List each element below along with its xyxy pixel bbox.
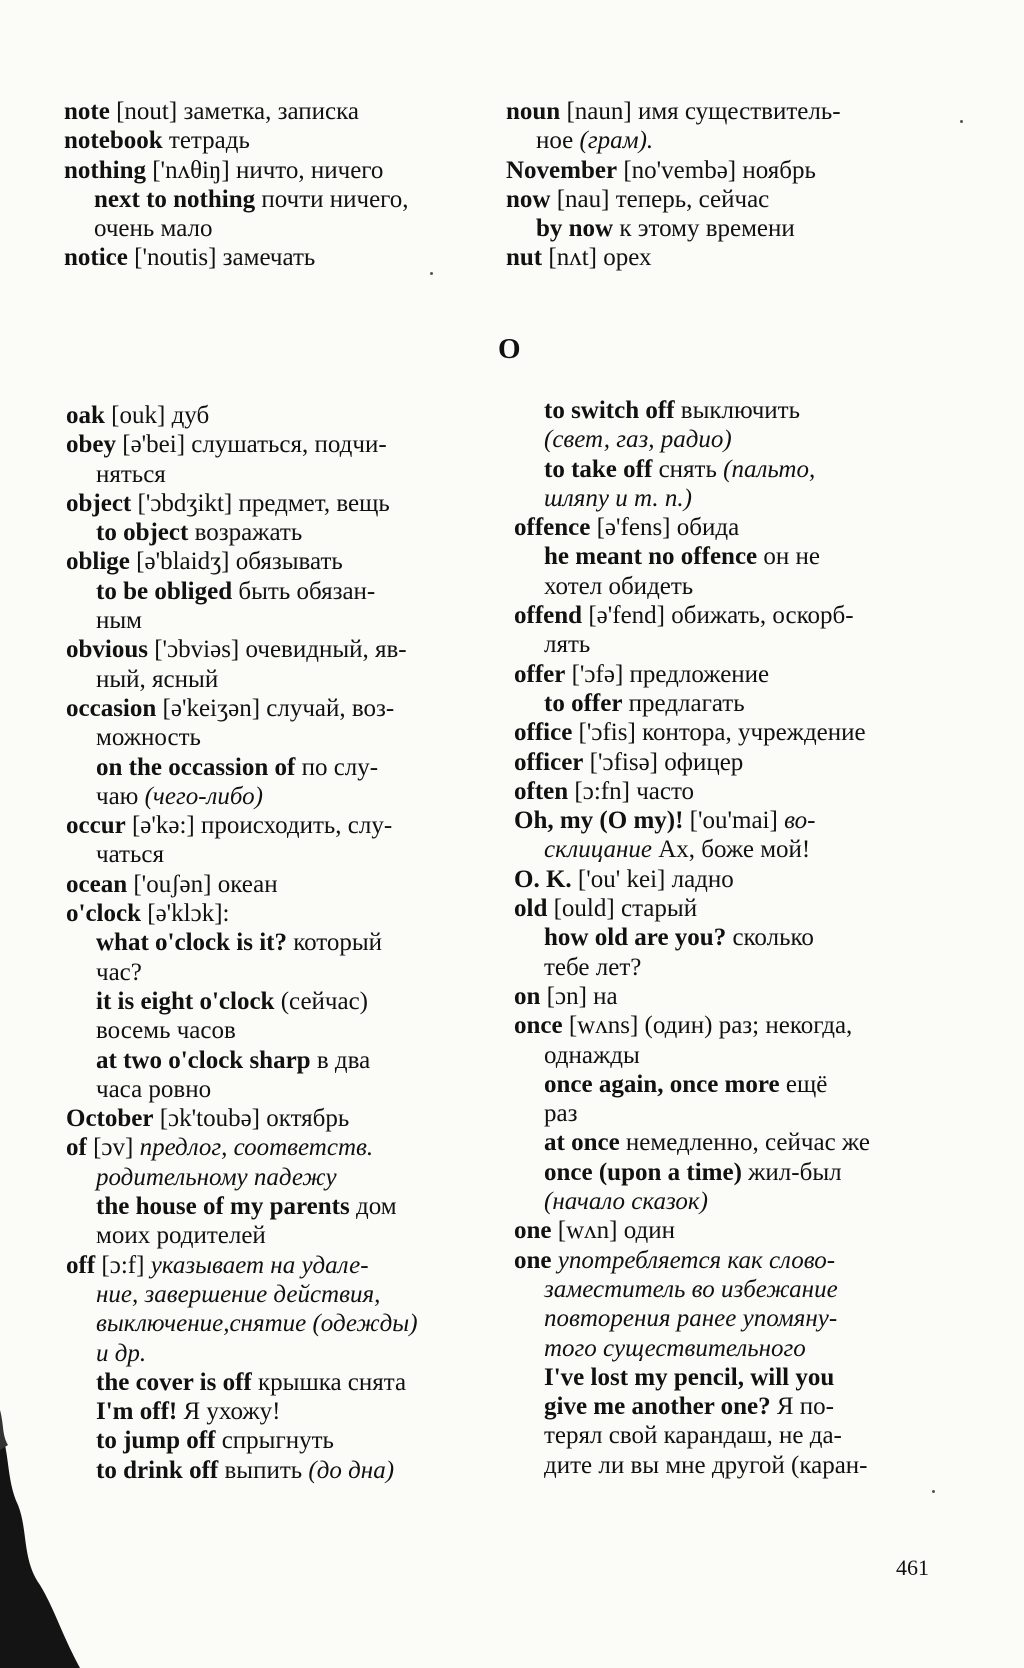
translation: час?	[96, 958, 142, 986]
headword: what o'clock is it?	[96, 929, 287, 957]
translation: который	[293, 929, 383, 957]
translation: восемь часов	[96, 1017, 236, 1045]
headword: to drink off	[96, 1456, 219, 1484]
dictionary-entry	[66, 430, 496, 459]
entry-continuation	[514, 484, 954, 513]
headword: o'clock	[66, 900, 141, 928]
headword: obvious	[66, 636, 148, 664]
transcription: ['ɔfə]	[571, 660, 624, 688]
entry-continuation	[66, 723, 496, 752]
subentry	[514, 396, 954, 425]
dictionary-entry	[66, 401, 496, 430]
entry-continuation	[66, 460, 496, 489]
dictionary-entry	[514, 806, 954, 835]
headword: old	[514, 895, 548, 923]
transcription: [ə'fens]	[596, 514, 671, 542]
headword: often	[514, 777, 569, 805]
entry-continuation	[514, 1304, 954, 1333]
dictionary-entry	[506, 156, 946, 185]
translation: к этому времени	[619, 215, 795, 243]
usage-note: (чего-либо)	[144, 782, 264, 810]
usage-note: употребляется как слово-	[557, 1246, 836, 1274]
headword: to offer	[544, 689, 623, 717]
entry-continuation	[514, 1041, 954, 1070]
dictionary-entry	[506, 243, 946, 272]
subentry	[66, 518, 496, 547]
translation: замечать	[222, 244, 316, 272]
headword: nothing	[64, 156, 146, 184]
translation: часто	[636, 777, 695, 805]
translation: тетрадь	[168, 127, 250, 155]
transcription: [ɔ:fn]	[574, 777, 630, 805]
entry-continuation	[66, 840, 496, 869]
subentry	[66, 1368, 496, 1397]
dictionary-entry	[66, 547, 496, 576]
translation: ный, ясный	[96, 665, 219, 693]
headword: by now	[536, 215, 614, 243]
column-top-left	[64, 97, 484, 273]
translation: океан	[217, 870, 278, 898]
entry-continuation	[66, 606, 496, 635]
subentry	[514, 542, 954, 571]
translation: хотел обидеть	[544, 572, 694, 600]
speck	[960, 120, 963, 123]
entry-continuation	[66, 1016, 496, 1045]
headword: I'm off!	[96, 1398, 178, 1426]
dictionary-entry	[514, 1011, 954, 1040]
headword: once (upon a time)	[544, 1158, 742, 1186]
dictionary-entry	[506, 185, 946, 214]
translation: обязывать	[235, 548, 343, 576]
headword: one	[514, 1246, 552, 1274]
dictionary-entry	[66, 1251, 496, 1280]
translation: жил-был	[748, 1158, 842, 1186]
transcription: [ɔ:f]	[101, 1251, 145, 1279]
headword: on the occassion of	[96, 753, 296, 781]
subentry	[66, 753, 496, 782]
headword: occur	[66, 812, 126, 840]
translation: обида	[676, 514, 740, 542]
column-left	[66, 401, 496, 1485]
transcription: ['nʌθiŋ]	[152, 156, 230, 184]
transcription: ['ɔbdʒikt]	[137, 489, 233, 517]
usage-note: выключение,снятие (одежды)	[96, 1310, 418, 1338]
entry-continuation	[514, 425, 954, 454]
translation: октябрь	[266, 1105, 350, 1133]
headword: off	[66, 1251, 96, 1279]
dictionary-entry	[64, 243, 484, 272]
usage-note: шляпу и т. п.)	[544, 484, 692, 512]
entry-continuation	[506, 126, 946, 155]
usage-note: повторения ранее упомяну-	[544, 1305, 838, 1333]
translation: ноябрь	[742, 156, 816, 184]
headword: Oh, my (O my)!	[514, 807, 684, 835]
entry-continuation	[66, 1221, 496, 1250]
translation: предложение	[629, 660, 770, 688]
usage-note: родительному падежу	[96, 1163, 337, 1191]
transcription: ['ou' kei]	[577, 865, 666, 893]
translation: он не	[763, 543, 821, 571]
speck	[430, 272, 433, 275]
entry-continuation	[514, 1187, 954, 1216]
translation: Я ухожу!	[183, 1398, 281, 1426]
headword: of	[66, 1134, 87, 1162]
page-stain	[0, 1410, 90, 1668]
usage-note: склицание	[544, 836, 652, 864]
translation: можность	[96, 724, 201, 752]
dictionary-entry	[66, 870, 496, 899]
transcription: ['ou'mai]	[689, 807, 778, 835]
translation: на	[593, 982, 618, 1010]
usage-note: (до дна)	[308, 1456, 395, 1484]
transcription: [ə'blaidʒ]	[136, 548, 230, 576]
usage-note: того существительного	[544, 1334, 806, 1362]
translation: очень мало	[94, 215, 213, 243]
headword: offer	[514, 660, 566, 688]
translation: моих родителей	[96, 1222, 266, 1250]
dictionary-entry	[514, 660, 954, 689]
translation: ладно	[671, 865, 734, 893]
transcription: [ɔk'toubə]	[159, 1105, 261, 1133]
translation: часа ровно	[96, 1075, 212, 1103]
dictionary-entry	[64, 126, 484, 155]
headword: note	[64, 98, 110, 125]
translation: няться	[96, 460, 166, 488]
subentry	[514, 1392, 954, 1421]
transcription: [wʌns]	[568, 1012, 639, 1040]
usage-note: ние, завершение действия,	[96, 1280, 381, 1308]
dictionary-entry	[514, 718, 954, 747]
headword: to jump off	[96, 1427, 216, 1455]
column-right	[514, 396, 954, 1480]
entry-continuation	[66, 1075, 496, 1104]
headword: the house of my parents	[96, 1193, 350, 1221]
entry-continuation	[66, 1339, 496, 1368]
translation: снять	[658, 455, 717, 483]
headword: occasion	[66, 694, 157, 722]
dictionary-entry	[66, 635, 496, 664]
headword: once	[514, 1012, 563, 1040]
headword: it is eight o'clock	[96, 987, 275, 1015]
dictionary-entry	[66, 694, 496, 723]
entry-continuation	[66, 1309, 496, 1338]
dictionary-entry	[64, 97, 484, 126]
transcription: [ə'klɔk]:	[147, 900, 230, 928]
subentry	[66, 1046, 496, 1075]
translation: случай, воз-	[266, 694, 395, 722]
headword: noun	[506, 98, 561, 125]
subentry	[66, 1397, 496, 1426]
headword: oblige	[66, 548, 130, 576]
translation: почти ничего,	[261, 185, 409, 213]
headword: how old are you?	[544, 924, 727, 952]
entry-continuation	[514, 630, 954, 659]
headword: offend	[514, 602, 583, 630]
translation: один	[623, 1217, 675, 1245]
subentry	[514, 923, 954, 952]
headword: to object	[96, 519, 189, 547]
usage-note: во-	[784, 807, 816, 835]
dictionary-entry	[506, 97, 946, 126]
headword: next to nothing	[94, 185, 256, 213]
translation: возражать	[194, 519, 303, 547]
subentry	[514, 1070, 954, 1099]
translation: очевидный, яв-	[245, 636, 407, 664]
dictionary-entry	[66, 1133, 496, 1162]
headword: to take off	[544, 455, 653, 483]
transcription: [ə'fend]	[588, 602, 665, 630]
translation: (сейчас)	[280, 987, 369, 1015]
headword: on	[514, 982, 541, 1010]
translation: предмет, вещь	[238, 489, 390, 517]
subentry	[514, 455, 954, 484]
usage-note: (начало сказок)	[544, 1188, 708, 1216]
translation: ничто, ничего	[235, 156, 384, 184]
translation: старый	[620, 895, 698, 923]
translation: крышка снята	[258, 1368, 407, 1396]
transcription: [ə'bei]	[122, 431, 186, 459]
usage-note: заместитель во избежание	[544, 1275, 838, 1303]
transcription: [nau]	[556, 185, 610, 213]
entry-continuation	[64, 214, 484, 243]
headword: ocean	[66, 870, 128, 898]
translation: предлагать	[628, 689, 745, 717]
dictionary-entry	[514, 1216, 954, 1245]
subentry	[64, 185, 484, 214]
column-top-right	[506, 97, 946, 273]
headword: nut	[506, 244, 543, 272]
entry-continuation	[66, 958, 496, 987]
headword: the cover is off	[96, 1368, 252, 1396]
subentry	[66, 928, 496, 957]
usage-note: и др.	[96, 1339, 147, 1367]
headword: once again, once more	[544, 1070, 780, 1098]
translation: по слу-	[301, 753, 379, 781]
headword: at once	[544, 1129, 620, 1157]
dictionary-entry	[66, 899, 496, 928]
headword: one	[514, 1217, 552, 1245]
entry-continuation	[514, 1275, 954, 1304]
entry-continuation	[66, 1280, 496, 1309]
dictionary-entry	[514, 777, 954, 806]
headword: at two o'clock sharp	[96, 1046, 311, 1074]
subentry	[66, 1426, 496, 1455]
translation: имя существитель-	[637, 98, 841, 125]
usage-note: указывает на удале-	[150, 1251, 369, 1279]
translation: выпить	[224, 1456, 303, 1484]
dictionary-entry	[514, 865, 954, 894]
headword: offence	[514, 514, 591, 542]
headword: notice	[64, 244, 128, 272]
headword: now	[506, 185, 551, 213]
transcription: [ɔn]	[546, 982, 587, 1010]
translation: терял свой карандаш, не да-	[544, 1422, 842, 1450]
dictionary-entry	[514, 894, 954, 923]
dictionary-entry	[514, 513, 954, 542]
headword: O. K.	[514, 865, 572, 893]
transcription: [ouk]	[111, 402, 166, 429]
headword: give me another one?	[544, 1393, 771, 1421]
subentry	[66, 987, 496, 1016]
subentry	[514, 1128, 954, 1157]
translation: спрыгнуть	[221, 1427, 334, 1455]
translation: слушаться, подчи-	[191, 431, 387, 459]
headword: obey	[66, 431, 116, 459]
subentry	[514, 1363, 954, 1392]
subentry	[66, 1456, 496, 1485]
transcription: ['ouʃən]	[133, 870, 212, 898]
translation: чаю	[96, 782, 139, 810]
headword: to be obliged	[96, 577, 233, 605]
transcription: ['ɔfis]	[578, 719, 636, 747]
transcription: [nout]	[116, 98, 178, 125]
headword: October	[66, 1105, 154, 1133]
page-number: 461	[896, 1555, 929, 1580]
headword: he meant no offence	[544, 543, 758, 571]
transcription: [ə'keiʒən]	[162, 694, 261, 722]
speck	[932, 1490, 935, 1493]
headword: to switch off	[544, 397, 675, 424]
transcription: ['noutis]	[134, 244, 217, 272]
translation: орех	[603, 244, 652, 272]
entry-continuation	[514, 1334, 954, 1363]
transcription: ['ɔfisə]	[589, 748, 658, 776]
translation: тебе лет?	[544, 953, 642, 981]
headword: officer	[514, 748, 584, 776]
translation: в два	[316, 1046, 371, 1074]
dictionary-entry	[514, 982, 954, 1011]
headword: office	[514, 719, 573, 747]
translation: ещё	[785, 1070, 828, 1098]
dictionary-entry	[514, 601, 954, 630]
headword: oak	[66, 402, 105, 429]
usage-note: (пальто,	[723, 455, 816, 483]
subentry	[66, 1192, 496, 1221]
dictionary-entry	[514, 1246, 954, 1275]
translation: выключить	[680, 397, 801, 424]
dictionary-entry	[66, 489, 496, 518]
transcription: [ə'kə:]	[131, 812, 195, 840]
entry-continuation	[66, 665, 496, 694]
transcription: [nʌt]	[548, 244, 597, 272]
translation: теперь, сейчас	[615, 185, 770, 213]
translation: немедленно, сейчас же	[625, 1129, 870, 1157]
transcription: [ɔv]	[93, 1134, 134, 1162]
subentry	[506, 214, 946, 243]
entry-continuation	[514, 1421, 954, 1450]
translation: обижать, оскорб-	[671, 602, 854, 630]
dictionary-entry	[66, 811, 496, 840]
dictionary-entry	[64, 156, 484, 185]
entry-continuation	[514, 572, 954, 601]
transcription: [naun]	[566, 98, 632, 125]
subentry	[66, 577, 496, 606]
translation: однажды	[544, 1041, 640, 1069]
usage-note: (свет, газ, радио)	[544, 426, 732, 454]
subentry	[514, 1158, 954, 1187]
headword: November	[506, 156, 618, 184]
headword: I've lost my pencil, will you	[544, 1363, 835, 1391]
translation: быть обязан-	[238, 577, 376, 605]
translation: Ах, боже мой!	[658, 836, 811, 864]
dictionary-entry	[66, 1104, 496, 1133]
translation: дом	[355, 1193, 397, 1221]
headword: object	[66, 489, 132, 517]
translation: (один) раз; некогда,	[644, 1012, 853, 1040]
headword: notebook	[64, 127, 163, 155]
entry-continuation	[514, 953, 954, 982]
translation: происходить, слу-	[201, 812, 393, 840]
subentry	[514, 689, 954, 718]
section-letter: O	[498, 333, 521, 365]
transcription: [ould]	[553, 895, 615, 923]
entry-continuation	[514, 835, 954, 864]
transcription: [no'vembə]	[623, 156, 737, 184]
entry-continuation	[514, 1451, 954, 1480]
translation: офицер	[664, 748, 744, 776]
translation: сколько	[732, 924, 814, 952]
translation: раз	[544, 1100, 578, 1128]
translation: контора, учреждение	[642, 719, 866, 747]
entry-continuation	[66, 1163, 496, 1192]
transcription: [wʌn]	[557, 1217, 618, 1245]
translation: дуб	[171, 402, 210, 429]
usage-note: (грам).	[579, 127, 654, 155]
translation: Я по-	[776, 1393, 834, 1421]
translation: чаться	[96, 841, 164, 869]
entry-continuation	[66, 782, 496, 811]
transcription: ['ɔbviəs]	[154, 636, 240, 664]
entry-continuation	[514, 1099, 954, 1128]
translation: заметка, записка	[183, 98, 359, 125]
translation: ным	[96, 607, 142, 635]
dictionary-entry	[514, 748, 954, 777]
translation: дите ли вы мне другой (каран-	[544, 1451, 868, 1479]
translation: лять	[544, 631, 591, 659]
usage-note: предлог, соответств.	[139, 1134, 374, 1162]
translation: ное	[536, 127, 574, 155]
